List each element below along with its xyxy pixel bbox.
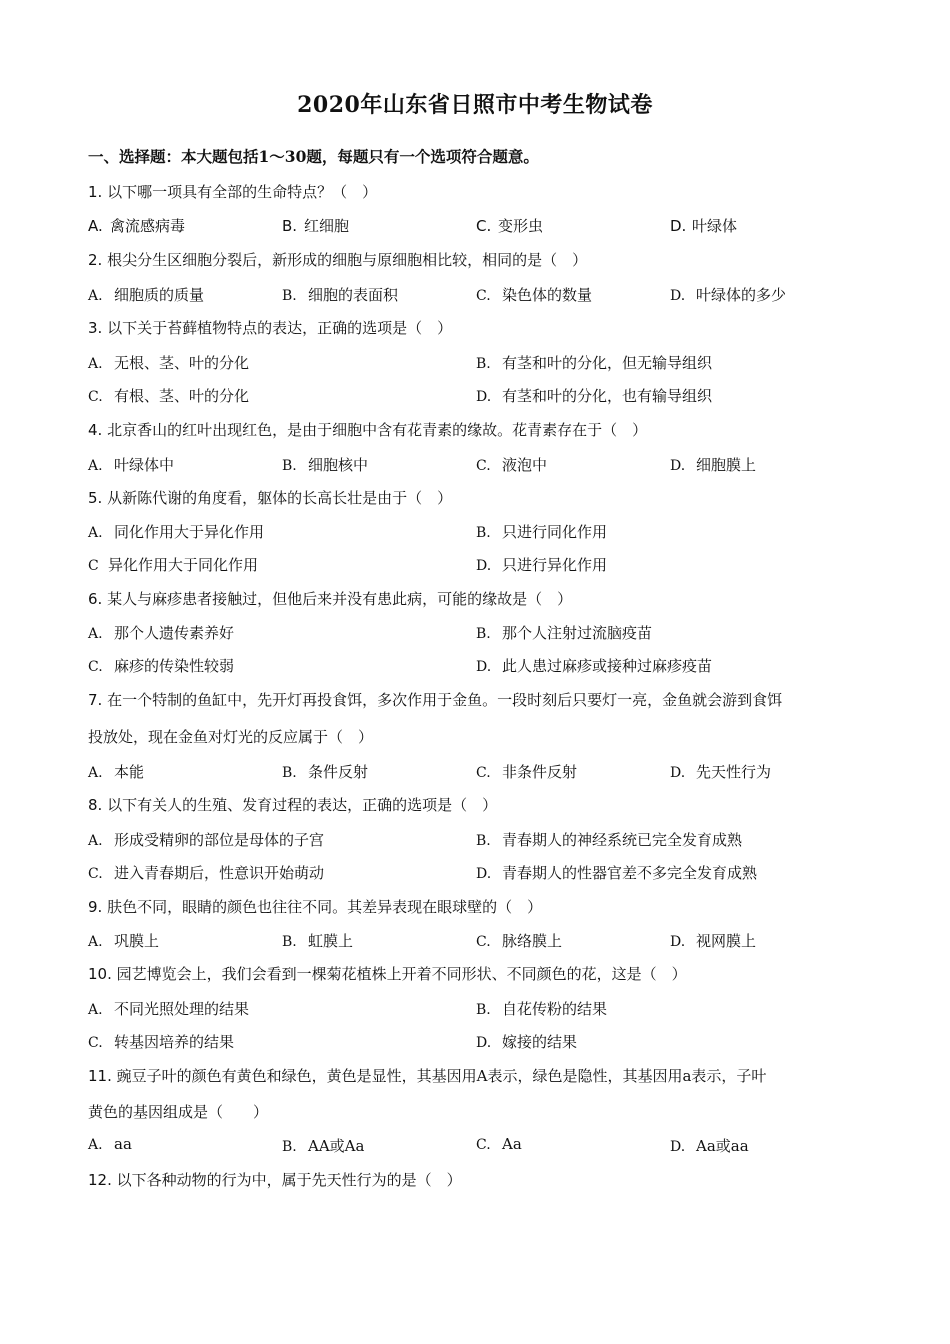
q7-option-a[interactable]: A. 本能 [88, 763, 145, 781]
q2-option-c[interactable]: C. 染色体的数量 [476, 286, 593, 304]
q11-option-d[interactable]: D. Aa或aa [670, 1137, 749, 1155]
q11-option-b[interactable]: B. AA或Aa [282, 1137, 365, 1155]
question-1: 1. 以下哪一项具有全部的生命特点？（ ） [88, 183, 378, 201]
question-7: 7. 在一个特制的鱼缸中，先开灯再投食饵，多次作用于金鱼。一段时刻后只要灯一亮，金鱼就会游到食饵 [88, 691, 783, 709]
question-7-line-2: 投放处，现在金鱼对灯光的反应属于（ ） [88, 728, 374, 746]
q8-option-c[interactable]: C. 进入青春期后，性意识开始萌动 [88, 864, 325, 882]
q4-option-c[interactable]: C. 液泡中 [476, 456, 548, 474]
q4-option-a[interactable]: A. 叶绿体中 [88, 456, 175, 474]
q7-option-c[interactable]: C. 非条件反射 [476, 763, 578, 781]
question-12: 12. 以下各种动物的行为中，属于先天性行为的是（ ） [88, 1171, 462, 1189]
q8-option-b[interactable]: B. 青春期人的神经系统已完全发育成熟 [476, 831, 743, 849]
q6-option-d[interactable]: D. 此人患过麻疹或接种过麻疹疫苗 [476, 657, 713, 675]
q10-option-c[interactable]: C. 转基因培养的结果 [88, 1033, 235, 1051]
page-title: 2020年山东省日照市中考生物试卷 [297, 92, 653, 118]
q3-option-d[interactable]: D. 有茎和叶的分化，也有输导组织 [476, 387, 713, 405]
question-11: 11. 豌豆子叶的颜色有黄色和绿色，黄色是显性，其基因用A表示，绿色是隐性，其基因用a表示，子叶 [88, 1067, 767, 1085]
q6-option-b[interactable]: B. 那个人注射过流脑疫苗 [476, 624, 653, 642]
q7-option-d[interactable]: D. 先天性行为 [670, 763, 772, 781]
q2-option-d[interactable]: D. 叶绿体的多少 [670, 286, 787, 304]
q1-option-c[interactable]: C. 变形虫 [476, 217, 544, 235]
q6-option-c[interactable]: C. 麻疹的传染性较弱 [88, 657, 235, 675]
question-11-line-2: 黄色的基因组成是（ ） [88, 1103, 269, 1121]
q1-option-d[interactable]: D. 叶绿体 [670, 217, 738, 235]
q3-option-c[interactable]: C. 有根、茎、叶的分化 [88, 387, 250, 405]
q11-option-c[interactable]: C. Aa [476, 1135, 522, 1153]
q10-option-d[interactable]: D. 嫁接的结果 [476, 1033, 578, 1051]
q7-option-b[interactable]: B. 条件反射 [282, 763, 369, 781]
question-8: 8. 以下有关人的生殖、发育过程的表达，正确的选项是（ ） [88, 796, 498, 814]
q1-option-a[interactable]: A. 禽流感病毒 [88, 217, 186, 235]
q2-option-a[interactable]: A. 细胞质的质量 [88, 286, 205, 304]
q9-option-c[interactable]: C. 脉络膜上 [476, 932, 563, 950]
section-heading: 一、选择题：本大题包括1～30题，每题只有一个选项符合题意。 [88, 147, 539, 166]
q8-option-d[interactable]: D. 青春期人的性器官差不多完全发育成熟 [476, 864, 758, 882]
q4-option-b[interactable]: B. 细胞核中 [282, 456, 369, 474]
q5-option-d[interactable]: D. 只进行异化作用 [476, 556, 608, 574]
q1-option-b[interactable]: B. 红细胞 [282, 217, 350, 235]
q6-option-a[interactable]: A. 那个人遗传素养好 [88, 624, 235, 642]
q4-option-d[interactable]: D. 细胞膜上 [670, 456, 757, 474]
q8-option-a[interactable]: A. 形成受精卵的部位是母体的子宫 [88, 831, 325, 849]
question-3: 3. 以下关于苔藓植物特点的表达，正确的选项是（ ） [88, 319, 453, 337]
question-2: 2. 根尖分生区细胞分裂后，新形成的细胞与原细胞相比较，相同的是（ ） [88, 251, 588, 269]
question-10: 10. 园艺博览会上，我们会看到一棵菊花植株上开着不同形状、不同颜色的花，这是（ ） [88, 965, 687, 983]
q10-option-b[interactable]: B. 自花传粉的结果 [476, 1000, 608, 1018]
q5-option-a[interactable]: A. 同化作用大于异化作用 [88, 523, 265, 541]
q9-option-a[interactable]: A. 巩膜上 [88, 932, 160, 950]
q2-option-b[interactable]: B. 细胞的表面积 [282, 286, 399, 304]
q9-option-b[interactable]: B. 虹膜上 [282, 932, 354, 950]
q11-option-a[interactable]: A. aa [88, 1135, 132, 1153]
question-6: 6. 某人与麻疹患者接触过，但他后来并没有患此病，可能的缘故是（ ） [88, 590, 573, 608]
q3-option-b[interactable]: B. 有茎和叶的分化，但无输导组织 [476, 354, 713, 372]
question-5: 5. 从新陈代谢的角度看，躯体的长高长壮是由于（ ） [88, 489, 453, 507]
q5-option-b[interactable]: B. 只进行同化作用 [476, 523, 608, 541]
q5-option-c[interactable]: C 异化作用大于同化作用 [88, 556, 259, 574]
question-9: 9. 肤色不同，眼睛的颜色也往往不同。其差异表现在眼球壁的（ ） [88, 898, 543, 916]
q3-option-a[interactable]: A. 无根、茎、叶的分化 [88, 354, 250, 372]
q10-option-a[interactable]: A. 不同光照处理的结果 [88, 1000, 250, 1018]
question-4: 4. 北京香山的红叶出现红色，是由于细胞中含有花青素的缘故。花青素存在于（ ） [88, 421, 648, 439]
q9-option-d[interactable]: D. 视网膜上 [670, 932, 757, 950]
